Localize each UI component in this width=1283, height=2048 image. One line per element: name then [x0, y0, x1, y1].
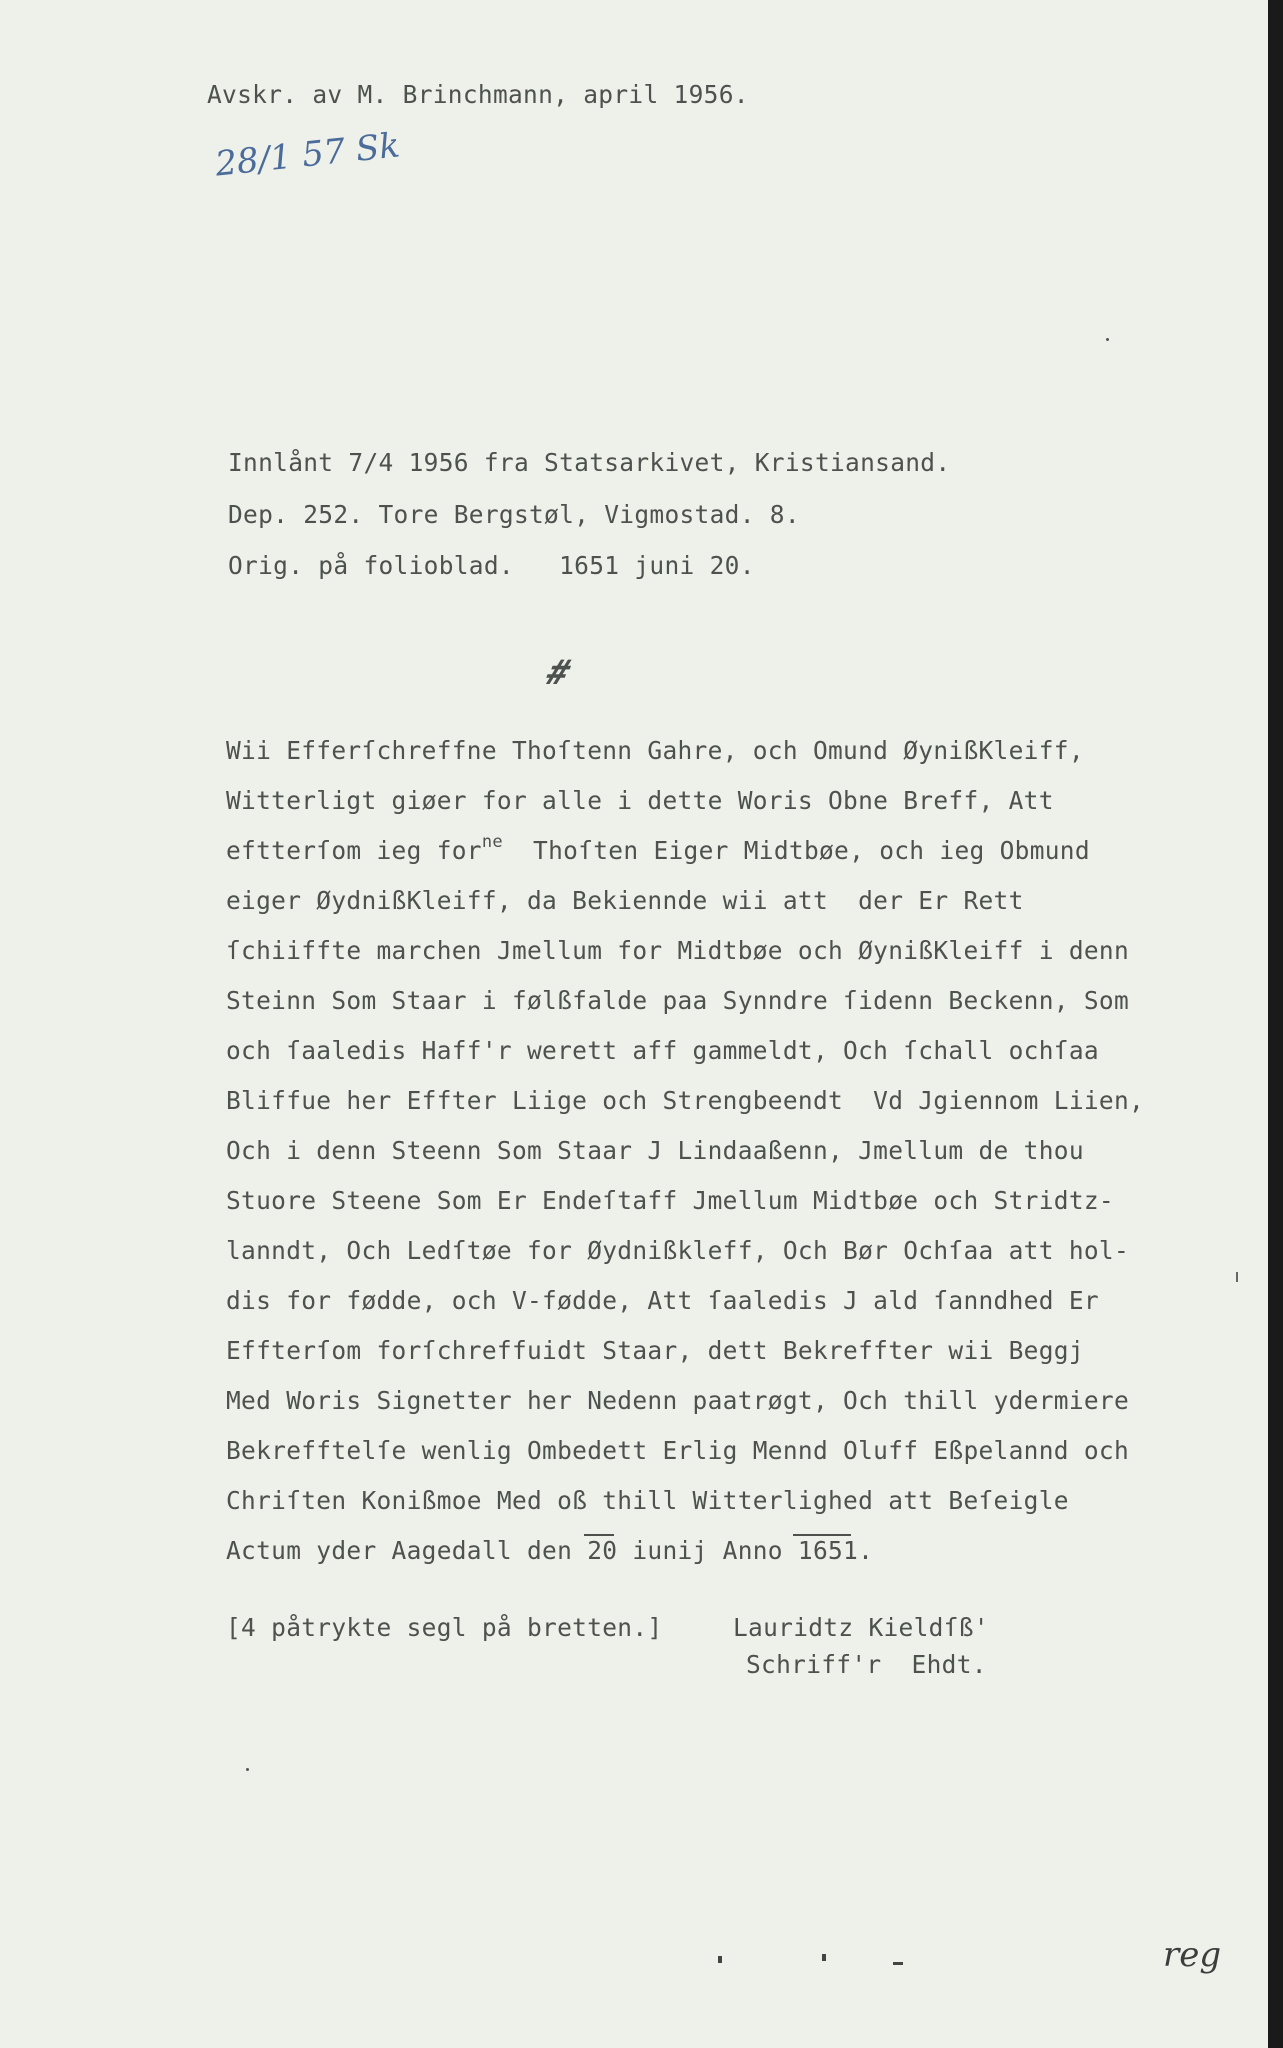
scan-edge	[1268, 0, 1283, 2048]
speck	[822, 1954, 826, 1961]
speck	[1106, 338, 1109, 341]
transcription-note: Avskr. av M. Brinchmann, april 1956.	[207, 80, 749, 109]
scribe-signature: Lauridtz Kieldſß'	[733, 1613, 989, 1642]
overline-day	[584, 1534, 614, 1536]
superscript-ne: ne	[481, 832, 503, 852]
body-line-8: Bliffue her Effter Liige och Strengbeendt Vd Jgiennom Liien,	[226, 1086, 1145, 1115]
body-line-3-gap	[503, 836, 533, 865]
seals-note: [4 påtrykte segl på bretten.]	[226, 1613, 663, 1642]
body-line-13: Effterſom forſchreffuidt Staar, dett Bekreffter wii Beggj	[226, 1336, 1084, 1365]
deposit-line: Dep. 252. Tore Bergstøl, Vigmostad. 8.	[228, 500, 800, 529]
body-line-1: Wii Efferſchreffne Thoſtenn Gahre, och Omund ØynißKleiff,	[226, 736, 1084, 765]
overline-year	[793, 1534, 851, 1536]
body-line-17: Actum yder Aagedall den 20 iunij Anno 1651.	[226, 1536, 874, 1565]
body-line-3-end: Thoſten Eiger Midtbøe, och ieg Obmund	[533, 836, 1090, 865]
body-line-11: lanndt, Och Ledſtøe for Øydnißkleff, Och Bør Ochſaa att hol-	[226, 1236, 1130, 1265]
speck	[1236, 1272, 1238, 1282]
body-line-5: ſchiiffte marchen Jmellum for Midtbøe och ØynißKleiff i denn	[226, 936, 1130, 965]
body-line-4: eiger ØydnißKleiff, da Bekiennde wii att der Er Rett	[226, 886, 1024, 915]
body-line-7: och ſaaledis Haff'r werett aff gammeldt, Och ſchall ochſaa	[226, 1036, 1099, 1065]
register-mark: reg	[1163, 1935, 1222, 1975]
body-line-3-start: eftterſom ieg for	[226, 836, 482, 865]
handwritten-reference: 28/1 57 Sk	[213, 125, 402, 185]
speck	[246, 1768, 249, 1771]
body-line-2: Witterligt giøer for alle i dette Woris Obne Breff, Att	[226, 786, 1054, 815]
speck	[718, 1956, 722, 1963]
body-line-10: Stuore Steene Som Er Endeſtaff Jmellum Midtbøe och Stridtz-	[226, 1186, 1114, 1215]
scribe-title: Schriff'r Ehdt.	[746, 1650, 987, 1679]
body-line-12: dis for fødde, och V-fødde, Att ſaaledis J ald ſanndhed Er	[226, 1286, 1099, 1315]
body-line-3	[226, 832, 1090, 869]
body-line-15: Bekrefftelſe wenlig Ombedett Erlig Mennd Oluff Eßpelannd och	[226, 1436, 1130, 1465]
loan-line: Innlånt 7/4 1956 fra Statsarkivet, Kristiansand.	[228, 448, 951, 477]
body-line-6: Steinn Som Staar i følßfalde paa Synndre ſidenn Beckenn, Som	[226, 986, 1130, 1015]
section-separator: #	[540, 653, 577, 693]
speck	[893, 1962, 903, 1965]
body-line-9: Och i denn Steenn Som Staar J Lindaaßenn, Jmellum de thou	[226, 1136, 1084, 1165]
body-line-14: Med Woris Signetter her Nedenn paatrøgt, Och thill ydermiere	[226, 1386, 1130, 1415]
body-line-16: Chriſten Konißmoe Med oß thill Witterlighed att Beſeigle	[226, 1486, 1069, 1515]
original-line: Orig. på folioblad. 1651 juni 20.	[228, 551, 755, 580]
